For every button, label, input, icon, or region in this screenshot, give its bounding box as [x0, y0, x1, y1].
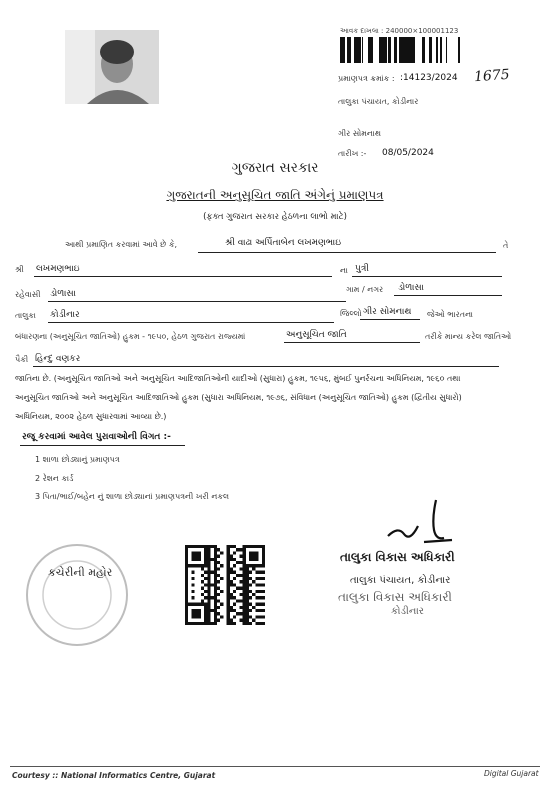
handwritten-number: 1675: [473, 66, 511, 86]
legal-paragraph: [15, 369, 540, 426]
resident-underline: [48, 301, 346, 302]
relation-underline: [352, 276, 502, 277]
certificate-no-label: પ્રમાણપત્ર ક્રમાંક :: [338, 74, 395, 83]
office-seal-stamp: [22, 540, 132, 650]
officer-title: તાલુકા વિકાસ અધિકારી: [340, 550, 455, 564]
resident-value: ડોળાસા: [50, 289, 76, 299]
district-underline: [360, 319, 420, 320]
father-underline: [34, 276, 332, 277]
taluka-label: તાલુકા: [15, 311, 36, 320]
certificate-no: :14123/2024: [400, 73, 458, 83]
legal-line-3: અધિનિયમ, ૨૦૦૨ હેઠળ સુધારવામાં આવ્યા છે.): [15, 412, 167, 421]
constitution-text: બંધારણના (અનુસૂચિત જાતિઓ) હુકમ - ૧૯૫૦, હેઠળ ગુજરાત રાજ્યમાં: [15, 332, 246, 341]
courtesy-text: Courtesy :: National Informatics Centre, Gujarat: [12, 771, 216, 780]
legal-line-1: જાતિના છે. (અનુસૂચિત જાતિઓ અને અનુસૂચિત આદિજાતિઓની યાદીઓ (સુધારા) હુકમ, ૧૯૫૬, મુંબઈ પુનર્રચના અધિનિયમ, ૧૯૬૦ તથા: [15, 374, 461, 383]
district-value: ગીર સોમનાથ: [363, 307, 412, 317]
father-name: લખમણભાઇ: [36, 264, 80, 274]
applicant-name: શ્રી વાઢા અર્પિતાબેન લખમણભાઇ: [225, 238, 342, 248]
district-name: ગીર સોમનાથ: [338, 129, 381, 138]
shri-label: શ્રી: [15, 265, 24, 274]
district-label: જિલ્લો: [340, 309, 362, 318]
office-seal-label: કચેરીની મહોર: [48, 566, 113, 579]
digital-gujarat-text: Digital Gujarat: [484, 769, 539, 778]
taluka-underline: [48, 322, 334, 323]
legal-line-2: અનુસૂચિત જાતિઓ અને અનુસૂચિત આદિજાતિઓ હુકમ (સુધારા અધિનિયમ, ૧૯૭૬, સંવિધાન (અનુસૂચિત જાતિઓ) હુકમ (દ્વિતીય સુધારો): [15, 393, 462, 402]
footer-rule: [10, 766, 540, 767]
document-item: 1 શાળા છોડ્યાનું પ્રમાણપત્ર: [35, 455, 120, 464]
intro-text: આથી પ્રમાણિત કરવામાં આવે છે કે,: [65, 240, 178, 249]
barcode: [340, 37, 462, 63]
officer-signature: [378, 496, 468, 548]
caste-underline: [33, 366, 499, 367]
document-item: 3 પિતા/ભાઈ/બહેન નું શાળા છોડ્યાનાં પ્રમાણપત્રની ખરી નકલ: [35, 492, 230, 501]
category-underline: [284, 342, 420, 343]
recognized-text: તરીકે માન્ય કરેલ જાતિઓ: [425, 332, 512, 341]
resident-label: રહેવાસી: [15, 290, 41, 299]
date-label: તારીખ :-: [338, 149, 367, 158]
taluka-value: કોડીનાર: [50, 310, 80, 320]
caste-category: અનુસૂચિત જાતિ: [286, 330, 347, 340]
qr-code: [185, 545, 265, 625]
certificate-subtitle: (ફક્ત ગુજરાત સરકાર હેઠળના લાભો માટે): [203, 212, 347, 222]
certificate-title: ગુજરાતની અનુસૂચિત જાતિ અંગેનું પ્રમાણપત્ર: [166, 188, 384, 202]
name-underline: [198, 252, 496, 253]
documents-heading: રજૂ કરવામાં આવેલ પુરાવાઓની વિગત :-: [22, 432, 171, 442]
caste-name: હિન્દુ વણકર: [35, 354, 81, 364]
government-title: ગુજરાત સરકાર: [231, 160, 319, 176]
relation-value: પુત્રી: [355, 264, 369, 274]
documents-heading-underline: [20, 445, 185, 446]
village-underline: [394, 295, 502, 296]
officer-office: તાલુકા પંચાયત, કોડીનાર: [350, 575, 451, 586]
issue-date: 08/05/2024: [382, 148, 434, 158]
officer-stamp-title: તાલુકા વિકાસ અધિકારી: [338, 590, 452, 604]
office-name: તાલુકા પંચાયત, કોડીનાર: [338, 97, 419, 106]
jo-bharat-text: જેઓ ભારતના: [427, 310, 474, 319]
paiki-text: પૈકી: [15, 355, 29, 364]
barcode-caption: આવક દાખલા : 240000×100001123: [340, 27, 459, 35]
officer-stamp-place: કોડીનાર: [391, 606, 424, 617]
te-text: તે: [503, 241, 509, 250]
document-item: 2 રેશન કાર્ડ: [35, 474, 74, 483]
applicant-photo: [65, 30, 159, 104]
na-text: ના: [340, 266, 348, 275]
village-label: ગામ / નગર: [346, 285, 384, 294]
village-value: ડોળાસા: [398, 283, 424, 293]
